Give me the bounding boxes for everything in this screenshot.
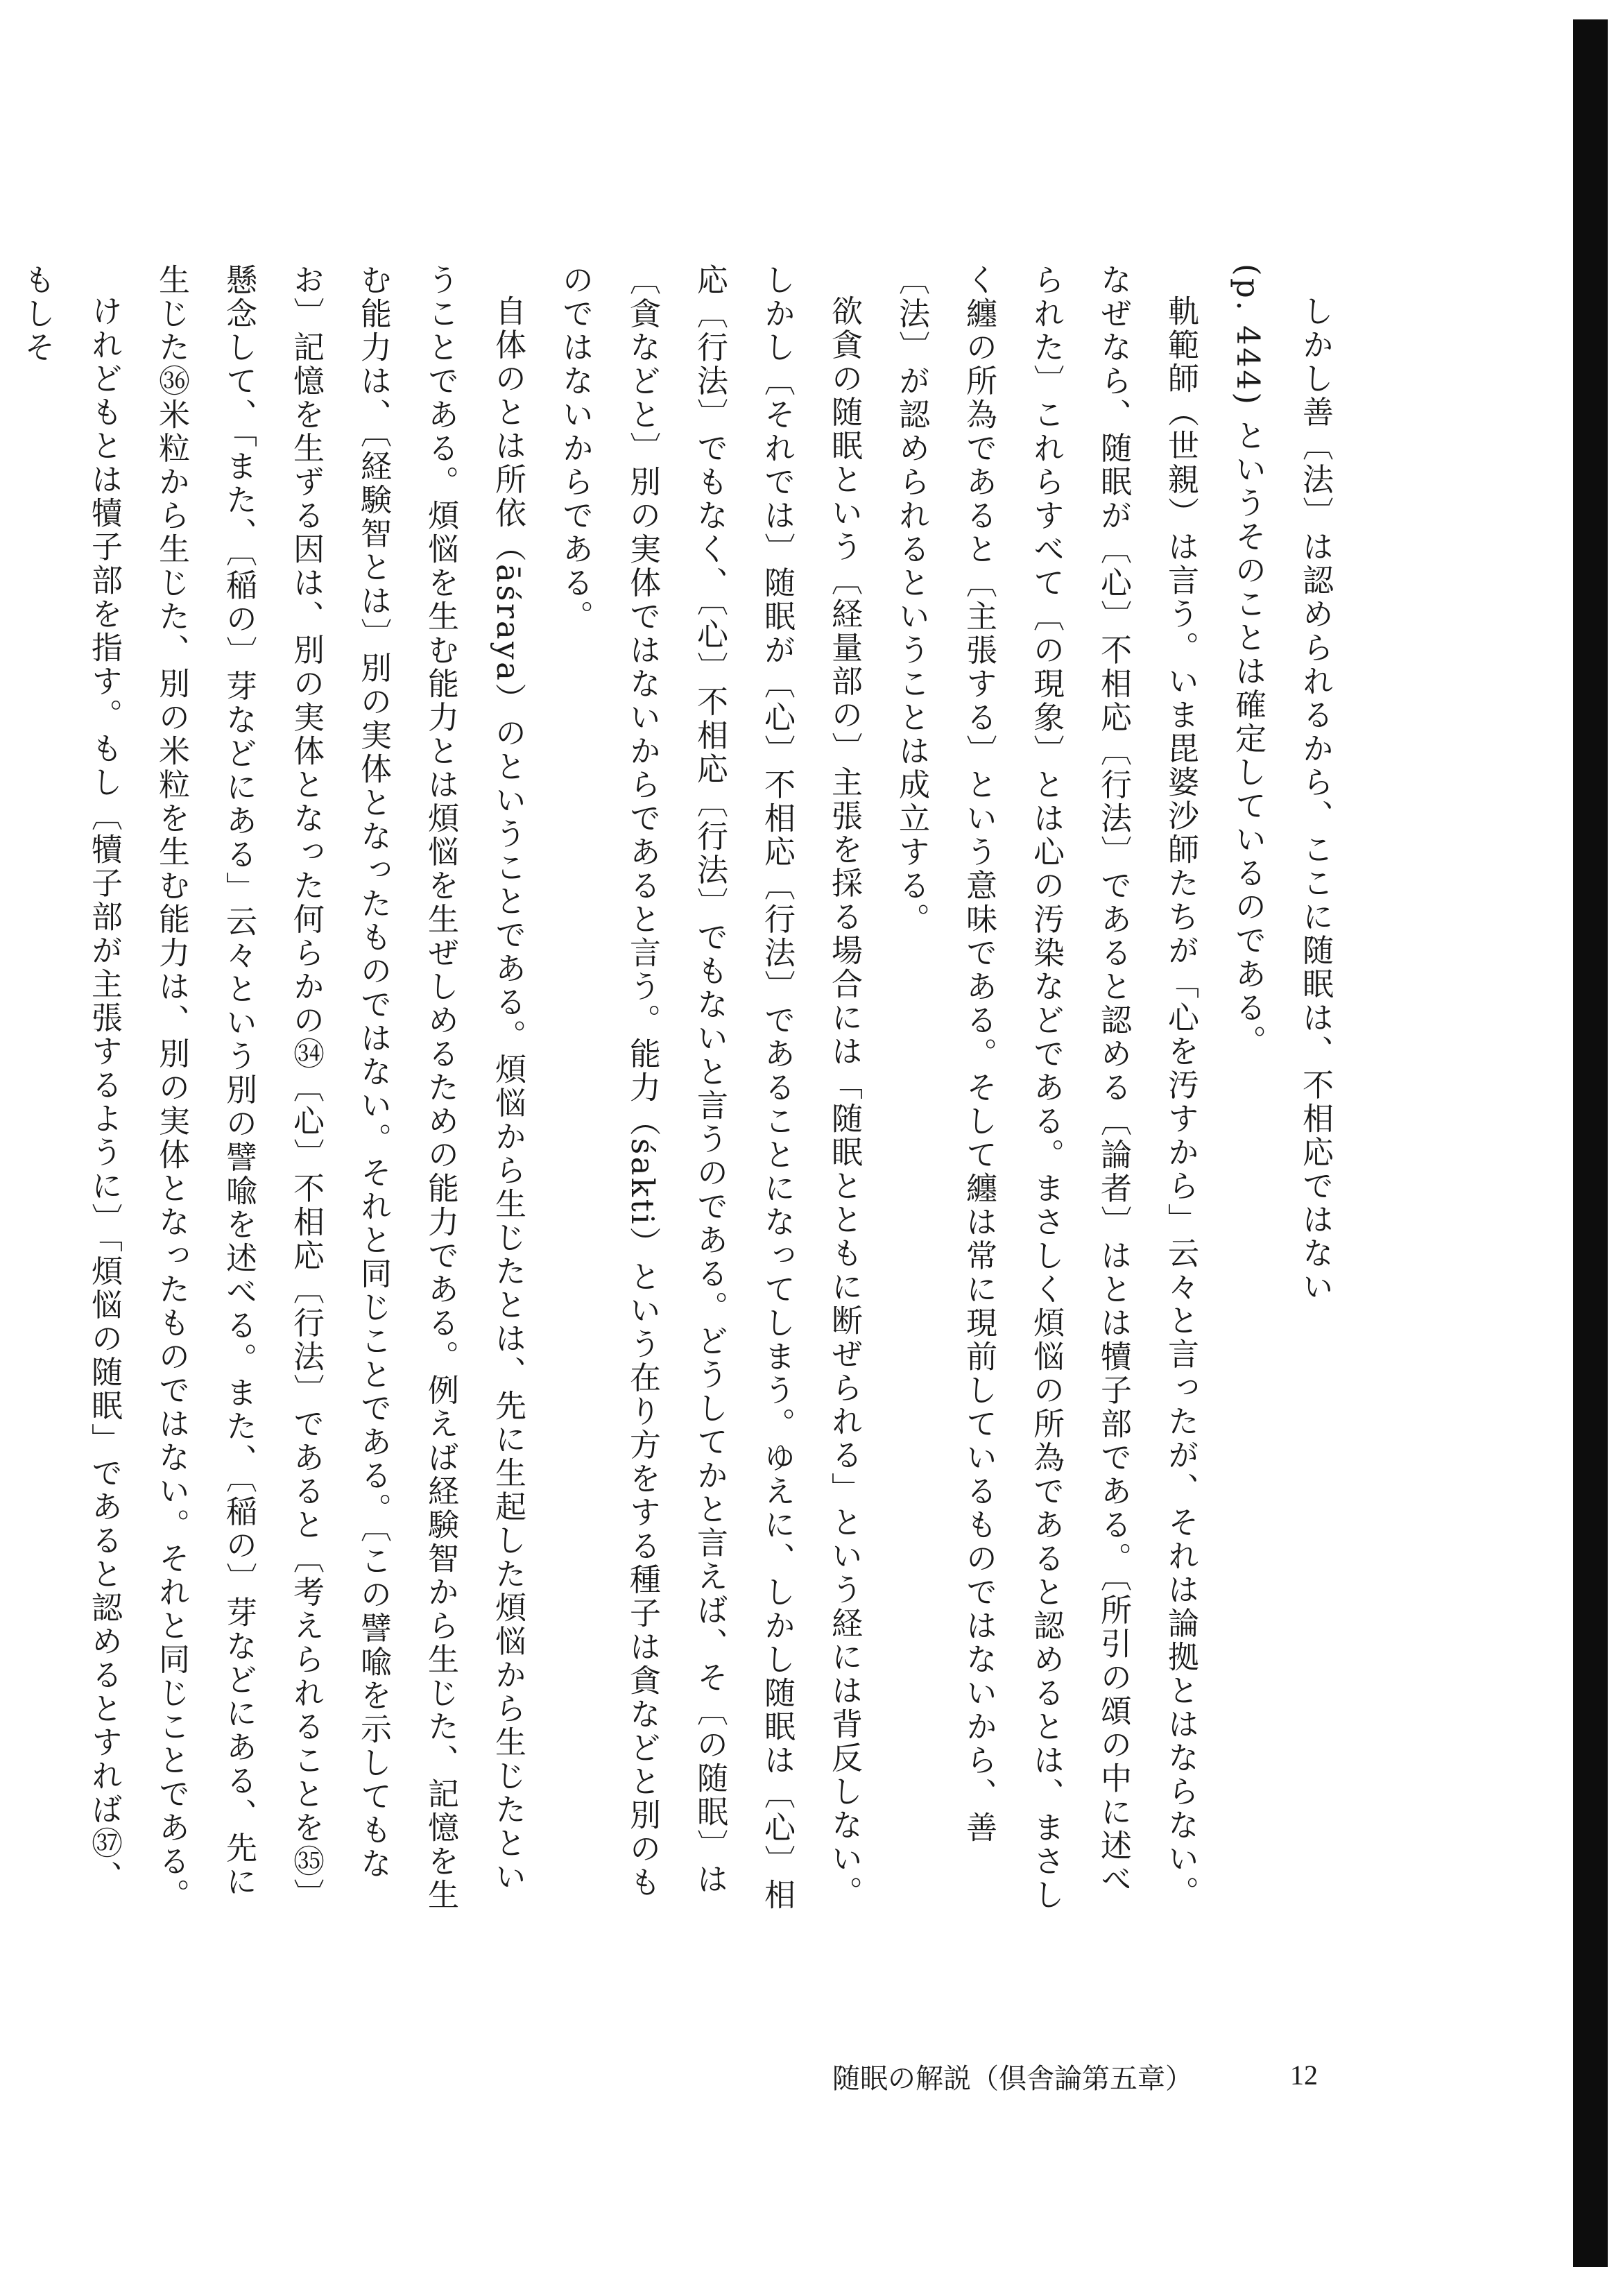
scan-edge-shadow (1573, 19, 1608, 2267)
running-title: 随眠の解説（倶舎論第五章） (832, 2063, 1193, 2095)
paragraph-vatsiputriya: けれどもとは犢子部を指す。もし〔犢子部が主張するように〕「煩悩の随眠」であると認めるとすれば㊲、もしそ (19, 264, 123, 1894)
paragraph-vasubandhu: 軌範師（世親）は言う。いま毘婆沙師たちが「心を汚すから」云々と言ったが、それは論拠とはならない。なぜなら、随眠が〔心〕不相応〔行法〕であると認める〔論者〕はとは犢子部である。〔所引の頌の中に述べられた〕これらすべて〔の現象〕とは心の汚染などである。まさしく煩悩の所為であると認めるとは、まさしく纏の所為であると〔主張する〕という意味である。そして纏は常に現前しているものではないから、善〔法〕が認められるということは成立する。 (893, 264, 1199, 1912)
paragraph-page-reference: (p. 444) というそのことは確定しているのである。 (1230, 264, 1266, 1059)
paragraph-continuation: しかし善〔法〕は認められるから、ここに随眠は、不相応ではない (1297, 295, 1334, 1304)
paragraph-kamaraga: 欲貪の随眠という〔経量部の〕主張を採る場合には「随眠とともに断ぜられる」という経には背反しない。しかし〔それでは〕随眠が〔心〕不相応〔行法〕であることになってしまう。ゆえに、しかし随眠は〔心〕相応〔行法〕でもなく、〔心〕不相応〔行法〕でもないと言うのである。どうしてかと言えば、そ〔の随眠〕は〔貪などと〕別の実体ではないからであると言う。能力（śakti）という在り方をする種子は貪などと別のものではないからである。 (557, 264, 863, 1912)
paragraph-asraya: 自体のとは所依（āśraya）のということである。煩悩から生じたとは、先に生起した煩悩から生じたということである。煩悩を生む能力とは煩悩を生ぜしめるための能力である。例えば経験智から生じた、記憶を生む能力は、〔経験智とは〕別の実体となったものではない。それと同じことである。〔この譬喩を示してもなお〕記憶を生ずる因は、別の実体となった何らかの㉞〔心〕不相応〔行法〕であると〔考えられることを㉟〕懸念して、「また、〔稲の〕芽などにある」云々という別の譬喩を述べる。また、〔稲の〕芽などにある、先に生じた㊱米粒から生じた、別の米粒を生む能力は、別の実体となったものではない。それと同じことである。 (153, 264, 526, 1912)
page-number: 12 (1290, 2059, 1318, 2091)
body-text (3, 264, 1349, 1914)
